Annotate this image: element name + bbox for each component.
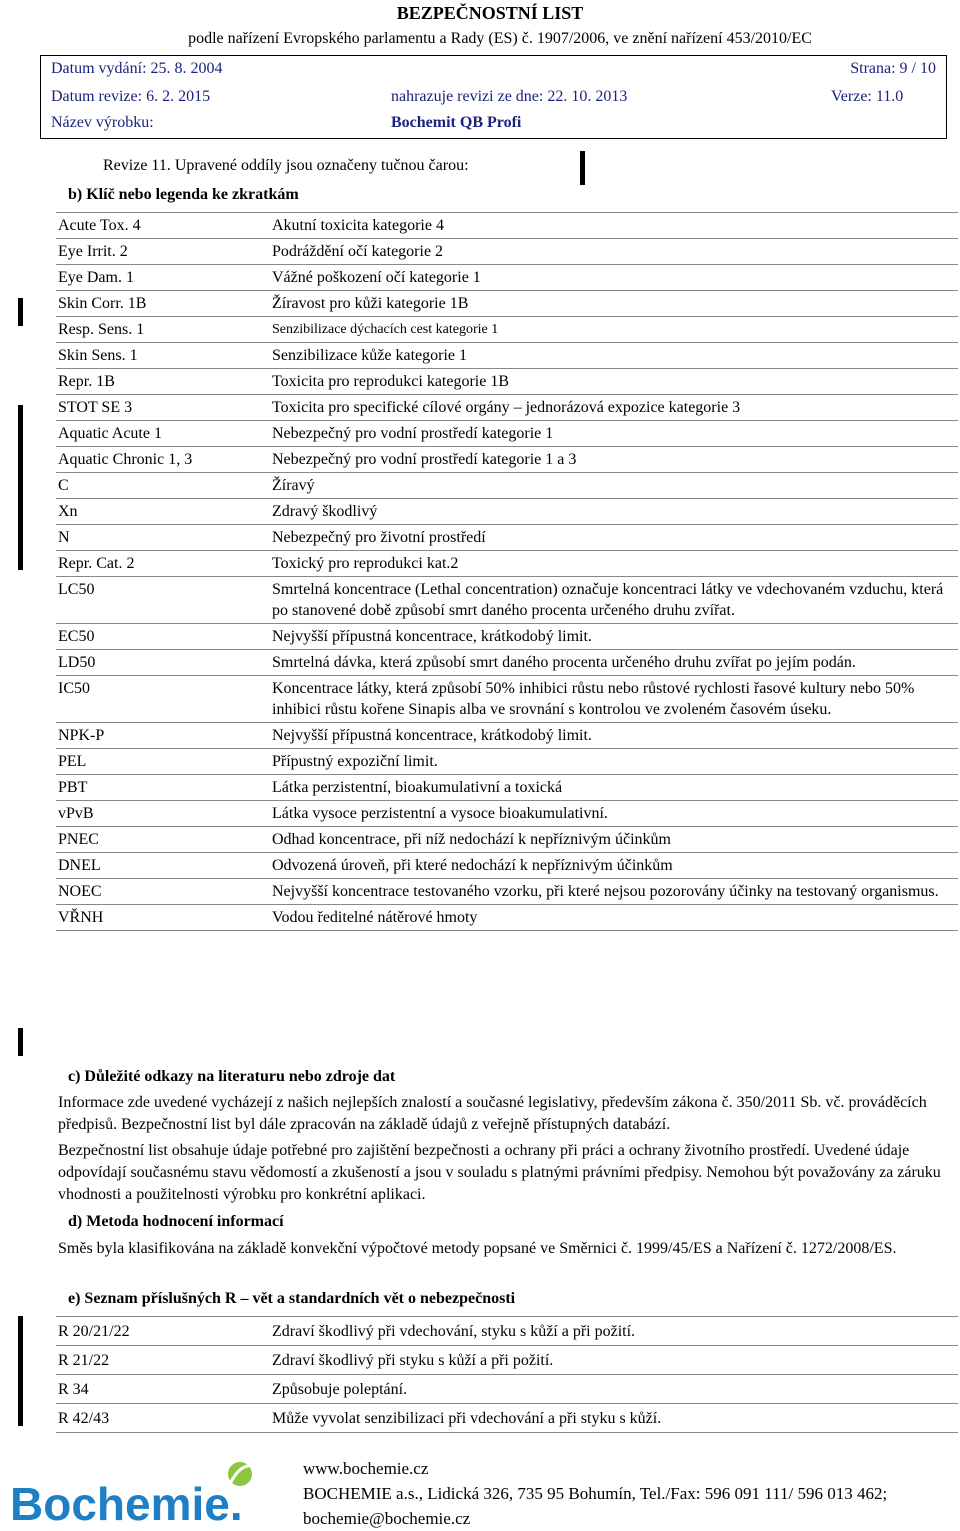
table-row: [56, 265, 958, 291]
abbreviation-value: Nebezpečný pro vodní prostředí kategorie 1 a 3: [270, 447, 958, 473]
abbreviation-key: N: [56, 525, 270, 551]
abbreviation-key: Resp. Sens. 1: [56, 317, 270, 343]
table-row: [56, 723, 958, 749]
revision-marker: [18, 405, 23, 570]
table-row: [56, 905, 958, 931]
table-row: [56, 749, 958, 775]
abbreviation-key: VŘNH: [56, 905, 270, 931]
table-row: [56, 421, 958, 447]
r-phrase-code: R 21/22: [56, 1346, 270, 1375]
table-row: [56, 317, 958, 343]
table-row: [56, 624, 958, 650]
footer-website[interactable]: www.bochemie.cz: [303, 1459, 429, 1478]
footer-email[interactable]: bochemie@bochemie.cz: [303, 1509, 471, 1528]
abbreviation-value: Toxicita pro specifické cílové orgány – jednorázová expozice kategorie 3: [270, 395, 958, 421]
r-phrase-code: R 42/43: [56, 1404, 270, 1433]
table-row: [56, 853, 958, 879]
abbreviation-value: Odvozená úroveň, při které nedochází k nepříznivým účinkům: [270, 853, 958, 879]
abbreviation-value: Zdravý škodlivý: [270, 499, 958, 525]
replaces-revision: nahrazuje revizi ze dne: 22. 10. 2013: [391, 88, 628, 105]
table-row: [56, 369, 958, 395]
revision-marker: [18, 298, 23, 326]
r-phrase-text: Zdraví škodlivý při styku s kůží a při požití.: [270, 1346, 958, 1375]
abbreviation-value: Nejvyšší přípustná koncentrace, krátkodobý limit.: [270, 624, 958, 650]
abbreviation-value: Akutní toxicita kategorie 4: [270, 213, 958, 239]
abbreviation-key: vPvB: [56, 801, 270, 827]
footer-address: BOCHEMIE a.s., Lidická 326, 735 95 Bohumín, Tel./Fax: 596 091 111/ 596 013 462;: [303, 1484, 888, 1503]
version: Verze: 11.0: [831, 88, 904, 105]
table-row: [56, 291, 958, 317]
abbreviation-key: Aquatic Acute 1: [56, 421, 270, 447]
revision-marker: [18, 1316, 23, 1426]
abbreviation-key: Acute Tox. 4: [56, 213, 270, 239]
table-row: [56, 650, 958, 676]
abbreviation-key: Repr. Cat. 2: [56, 551, 270, 577]
logo-text: Bochemie.: [10, 1478, 243, 1530]
abbreviation-value: Toxicita pro reprodukci kategorie 1B: [270, 369, 958, 395]
revision-note: Revize 11. Upravené oddíly jsou označeny tučnou čarou:: [103, 157, 469, 174]
abbreviation-value: Žíravý: [270, 473, 958, 499]
revision-marker: [18, 1028, 23, 1056]
abbreviation-value: Smrtelná koncentrace (Lethal concentration) označuje koncentraci látky ve vdechovaném vzduchu, která po stanovené době způsobí smrt daného procenta určeného druhu zvířat.: [270, 577, 958, 624]
table-row: [56, 1317, 958, 1346]
abbreviation-value: Vodou ředitelné nátěrové hmoty: [270, 905, 958, 931]
abbreviation-key: Skin Corr. 1B: [56, 291, 270, 317]
r-phrase-text: Způsobuje poleptání.: [270, 1375, 958, 1404]
table-row: [56, 577, 958, 624]
table-row: [56, 213, 958, 239]
table-row: [56, 525, 958, 551]
abbreviation-key: LC50: [56, 577, 270, 624]
section-c-paragraph-1: Informace zde uvedené vycházejí z našich nejlepších znalostí a současné legislativy, především zákona č. 350/2011 Sb. vč. prováděcích předpisů. Bezpečnostní list byl dále zpracován na základě údajů z veřejně přístupných databází.: [58, 1094, 927, 1133]
revision-marker: [580, 151, 585, 185]
table-row: [56, 499, 958, 525]
header-info-box: [40, 55, 947, 139]
abbreviation-value: Látka vysoce perzistentní a vysoce bioakumulativní.: [270, 801, 958, 827]
abbreviation-key: C: [56, 473, 270, 499]
abbreviation-value: Nebezpečný pro vodní prostředí kategorie 1: [270, 421, 958, 447]
issue-date: Datum vydání: 25. 8. 2004: [51, 60, 223, 77]
abbreviation-value: Senzibilizace dýchacích cest kategorie 1: [270, 317, 958, 343]
r-phrase-code: R 34: [56, 1375, 270, 1404]
section-b-title: b) Klíč nebo legenda ke zkratkám: [68, 186, 299, 203]
r-phrase-text: Zdraví škodlivý při vdechování, styku s kůží a při požití.: [270, 1317, 958, 1346]
abbreviation-key: LD50: [56, 650, 270, 676]
abbreviation-value: Koncentrace látky, která způsobí 50% inhibici růstu nebo růstové rychlosti řasové kultury nebo 50% inhibici růstu kořene Sinapis alba ve srovnání s kontrolou ve zvoleném časovém úseku.: [270, 676, 958, 723]
document-subtitle: podle nařízení Evropského parlamentu a Rady (ES) č. 1907/2006, ve znění nařízení 453/2010/EC: [188, 30, 812, 47]
abbreviation-value: Toxický pro reprodukci kat.2: [270, 551, 958, 577]
abbreviation-value: Látka perzistentní, bioakumulativní a toxická: [270, 775, 958, 801]
table-row: [56, 1375, 958, 1404]
abbreviation-value: Podráždění očí kategorie 2: [270, 239, 958, 265]
abbreviation-value: Vážné poškození očí kategorie 1: [270, 265, 958, 291]
r-phrase-code: R 20/21/22: [56, 1317, 270, 1346]
abbreviation-key: Eye Irrit. 2: [56, 239, 270, 265]
r-phrase-text: Může vyvolat senzibilizaci při vdechování a při styku s kůží.: [270, 1404, 958, 1433]
abbreviation-key: PNEC: [56, 827, 270, 853]
bochemie-logo: [8, 1458, 288, 1530]
abbreviation-key: NPK-P: [56, 723, 270, 749]
section-e-title: e) Seznam příslušných R – vět a standardních vět o nebezpečnosti: [68, 1290, 516, 1307]
abbreviations-table: [56, 212, 958, 931]
table-row: [56, 801, 958, 827]
abbreviation-key: Aquatic Chronic 1, 3: [56, 447, 270, 473]
document-title: BEZPEČNOSTNÍ LIST: [396, 3, 584, 23]
section-c-paragraph-2: Bezpečnostní list obsahuje údaje potřebné pro zajištění bezpečnosti a ochrany při práci a ochrany životního prostředí. Uvedené údaje odpovídají současnému stavu vědomostí a zkušeností a jsou v souladu s platnými právními předpisy. Nemohou být považovány za záruku vhodnosti a použitelnosti výrobku pro konkrétní aplikaci.: [58, 1142, 941, 1203]
page-number: Strana: 9 / 10: [850, 60, 936, 77]
table-row: [56, 827, 958, 853]
abbreviation-value: Senzibilizace kůže kategorie 1: [270, 343, 958, 369]
abbreviation-value: Nebezpečný pro životní prostředí: [270, 525, 958, 551]
abbreviation-key: DNEL: [56, 853, 270, 879]
section-c-title: c) Důležité odkazy na literaturu nebo zdroje dat: [68, 1068, 396, 1085]
abbreviation-value: Nejvyšší přípustná koncentrace, krátkodobý limit.: [270, 723, 958, 749]
table-row: [56, 447, 958, 473]
abbreviation-value: Odhad koncentrace, při níž nedochází k nepříznivým účinkům: [270, 827, 958, 853]
abbreviation-key: IC50: [56, 676, 270, 723]
abbreviation-value: Smrtelná dávka, která způsobí smrt daného procenta určeného druhu zvířat po jejím podán.: [270, 650, 958, 676]
table-row: [56, 239, 958, 265]
abbreviation-key: NOEC: [56, 879, 270, 905]
product-name: Bochemit QB Profi: [391, 114, 522, 131]
abbreviation-key: Skin Sens. 1: [56, 343, 270, 369]
abbreviation-value: Přípustný expoziční limit.: [270, 749, 958, 775]
abbreviation-key: PEL: [56, 749, 270, 775]
table-row: [56, 473, 958, 499]
table-row: [56, 879, 958, 905]
section-d-title: d) Metoda hodnocení informací: [68, 1213, 284, 1230]
table-row: [56, 395, 958, 421]
abbreviation-key: Eye Dam. 1: [56, 265, 270, 291]
abbreviation-key: STOT SE 3: [56, 395, 270, 421]
abbreviation-key: PBT: [56, 775, 270, 801]
table-row: [56, 1404, 958, 1433]
table-row: [56, 1346, 958, 1375]
table-row: [56, 676, 958, 723]
section-d-paragraph: Směs byla klasifikována na základě konvekční výpočtové metody popsané ve Směrnici č. 1999/45/ES a Nařízení č. 1272/2008/ES.: [58, 1240, 897, 1257]
abbreviation-value: Žíravost pro kůži kategorie 1B: [270, 291, 958, 317]
product-label: Název výrobku:: [51, 114, 154, 131]
table-row: [56, 343, 958, 369]
table-row: [56, 551, 958, 577]
revision-date: Datum revize: 6. 2. 2015: [51, 88, 211, 105]
abbreviation-value: Nejvyšší koncentrace testovaného vzorku, při které nejsou pozorovány účinky na testovaný organismus.: [270, 879, 958, 905]
r-phrases-table: [56, 1316, 958, 1433]
abbreviation-key: Repr. 1B: [56, 369, 270, 395]
table-row: [56, 775, 958, 801]
abbreviation-key: Xn: [56, 499, 270, 525]
abbreviation-key: EC50: [56, 624, 270, 650]
